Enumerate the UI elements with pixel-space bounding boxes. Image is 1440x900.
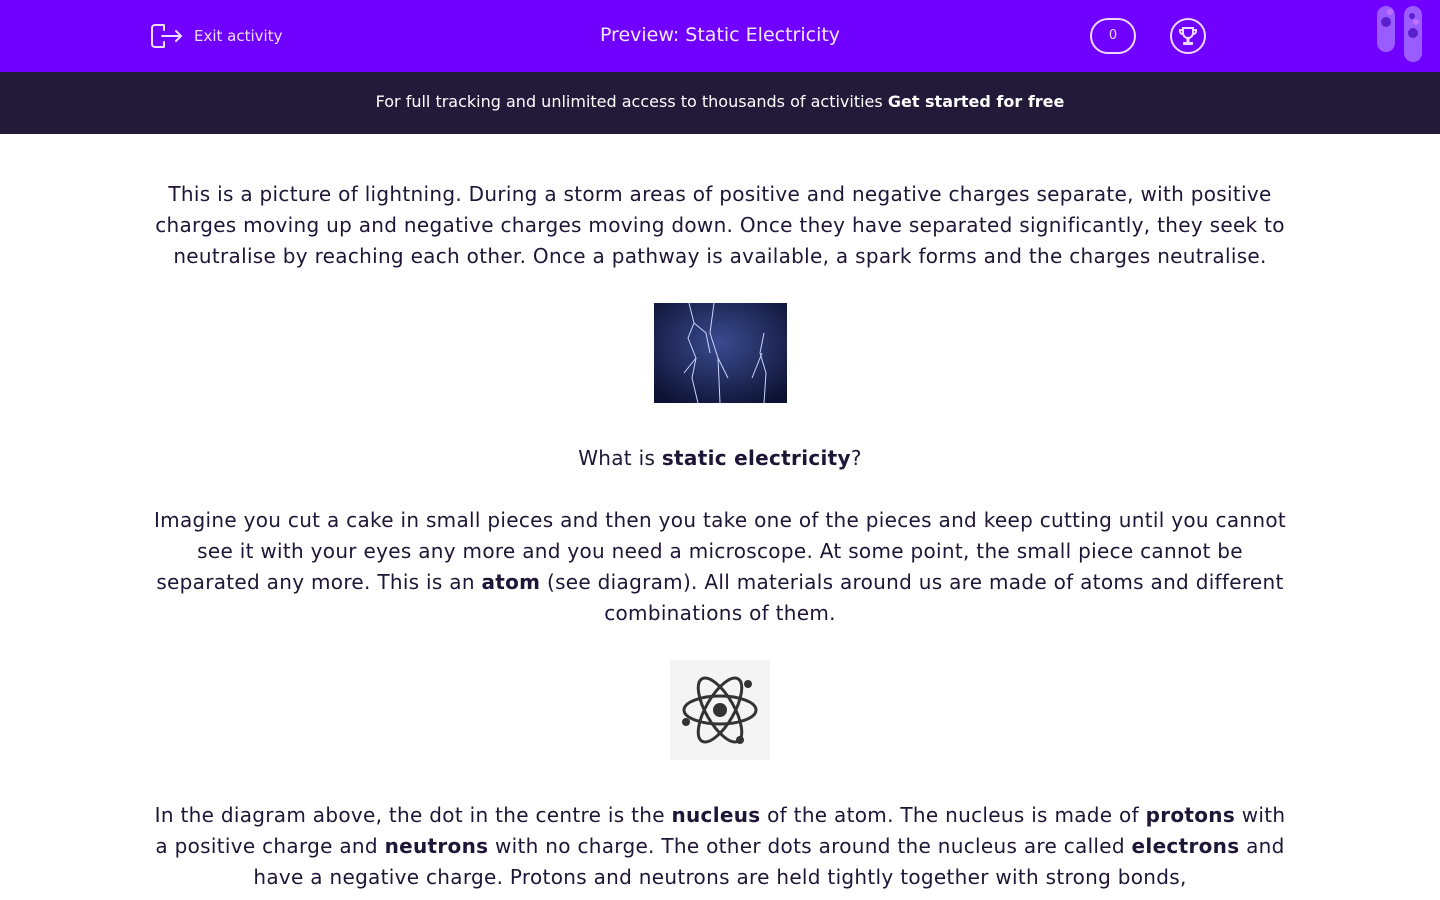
text: with no charge. The other dots around the nucleus are called: [488, 834, 1132, 858]
lightning-image: [654, 303, 787, 403]
atom-diagram-image: [670, 660, 770, 760]
question-mark: ?: [850, 446, 862, 470]
question-term: static electricity: [661, 446, 851, 470]
score-badge: 0: [1090, 18, 1136, 54]
trophy-button[interactable]: [1170, 18, 1206, 54]
text: (see diagram). All materials around us are made of atoms and different combinations of them.: [540, 570, 1284, 625]
text: of the atom. The nucleus is made of: [760, 803, 1146, 827]
activity-content: [150, 179, 1290, 893]
nucleus-paragraph: [150, 800, 1290, 893]
exit-icon: [150, 22, 184, 50]
exit-activity-button[interactable]: [150, 22, 282, 50]
question-text: What is: [578, 446, 662, 470]
text: and have a negative charge. Protons and neutrons are held tightly together with strong bonds,: [253, 834, 1285, 889]
atom-paragraph: [150, 505, 1290, 629]
bold-term: neutrons: [384, 834, 489, 858]
banner-text: For full tracking and unlimited access to thousands of activities: [375, 92, 888, 111]
test-tubes-logo: [1376, 6, 1436, 64]
bold-term: atom: [481, 570, 541, 594]
bold-term: protons: [1145, 803, 1236, 827]
text: Imagine you cut a cake in small pieces and then you take one of the pieces and keep cutting until you cannot see it with your eyes any more and you need a microscope. At some point, the small piece cannot be separated any more. This is an: [153, 508, 1287, 594]
exit-label: Exit activity: [194, 27, 283, 45]
trophy-icon: [1177, 25, 1199, 47]
promo-banner: [0, 72, 1440, 134]
question-paragraph: [150, 443, 1290, 474]
bold-term: electrons: [1131, 834, 1240, 858]
get-started-link[interactable]: Get started for free: [887, 92, 1065, 111]
text: with a positive charge and: [155, 803, 1286, 858]
bold-term: nucleus: [671, 803, 761, 827]
intro-paragraph: This is a picture of lightning. During a storm areas of positive and negative charges separate, with positive charges moving up and negative charges moving down. Once they have separated significantly, they seek to neutralise by reaching each other. Once a pathway is available, a spark forms and the charges neutralise.: [155, 182, 1285, 268]
page-title: Preview: Static Electricity: [599, 24, 841, 46]
top-bar: [0, 0, 1440, 72]
text: In the diagram above, the dot in the centre is the: [154, 803, 672, 827]
